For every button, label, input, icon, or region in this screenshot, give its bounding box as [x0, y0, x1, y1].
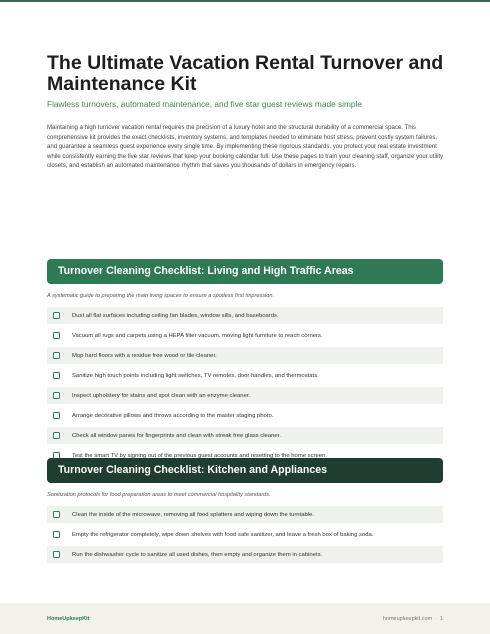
footer-brand: HomeUpkeepKit — [47, 616, 90, 622]
checklist-item-text: Dust all flat surfaces including ceiling fan blades, window sills, and baseboards. — [72, 312, 279, 319]
intro-paragraph: Maintaining a high turnover vacation rental requires the precision of a luxury hotel and the structural durability of a commercial space. This comprehensive kit provides the exact checklists, inventory systems, and templates needed to eliminate host stress, prevent costly system failures, and guarantee a seamless guest experience every single time. By implementing these rigorous standards, you protect your real estate investment while consistently earning the five star reviews that keep your booking calendar full. Use these pages to train your cleaning staff, organize your utility closets, and establish an automated maintenance rhythm that saves you thousands of dollars in emergency repairs. — [47, 125, 444, 169]
document-title: The Ultimate Vacation Rental Turnover and Maintenance Kit — [47, 52, 444, 95]
checklist-item-text: Check all window panes for fingerprints and clean with streak free glass cleaner. — [72, 432, 281, 439]
checklist-item — [47, 307, 443, 324]
page-number: 1 — [439, 616, 443, 622]
checklist-living-areas — [47, 307, 443, 467]
checkbox[interactable] — [53, 551, 60, 558]
checklist-item — [47, 387, 443, 404]
checklist-item-text: Sanitize high touch points including light switches, TV remotes, door handles, and thermostats. — [72, 372, 319, 379]
checklist-kitchen — [47, 506, 443, 566]
section-heading-living-areas: Turnover Cleaning Checklist: Living and High Traffic Areas — [47, 259, 443, 284]
checkbox[interactable] — [53, 392, 60, 399]
footer-page-info — [383, 616, 443, 622]
top-accent-rule — [0, 0, 490, 2]
checkbox[interactable] — [53, 511, 60, 518]
section-heading-kitchen: Turnover Cleaning Checklist: Kitchen and Appliances — [47, 458, 443, 483]
checkbox[interactable] — [53, 432, 60, 439]
checklist-item-text: Vacuum all rugs and carpets using a HEPA filter vacuum, moving light furniture to reach corners. — [72, 332, 323, 339]
section-description-living-areas: A systematic guide to preparing the main living spaces to ensure a spotless first impression. — [47, 293, 275, 299]
checklist-item — [47, 427, 443, 444]
checkbox[interactable] — [53, 531, 60, 538]
checklist-item — [47, 327, 443, 344]
checklist-item-text: Empty the refrigerator completely, wipe down shelves with food safe sanitizer, and leave a fresh box of baking soda. — [72, 531, 374, 538]
checklist-item — [47, 506, 443, 523]
checklist-item-text: Clean the inside of the microwave, removing all food splatters and wiping down the turntable. — [72, 511, 314, 518]
page-footer — [0, 603, 490, 634]
checklist-item — [47, 526, 443, 543]
checklist-item-text: Mop hard floors with a residue free wood or tile cleaner. — [72, 352, 217, 359]
checklist-item-text: Arrange decorative pillows and throws according to the master staging photo. — [72, 412, 274, 419]
checkbox[interactable] — [53, 412, 60, 419]
document-subtitle: Flawless turnovers, automated maintenance, and five star guest reviews made simple — [47, 99, 362, 109]
checkbox[interactable] — [53, 312, 60, 319]
checkbox[interactable] — [53, 352, 60, 359]
checklist-item-text: Test the smart TV by signing out of the previous guest accounts and resetting to the home screen. — [72, 452, 327, 459]
checkbox[interactable] — [53, 372, 60, 379]
checklist-item — [47, 367, 443, 384]
checklist-item — [47, 546, 443, 563]
footer-site-link[interactable]: homeupkeepkit.com — [382, 616, 433, 622]
checklist-item-text: Inspect upholstery for stains and spot clean with an enzyme cleaner. — [72, 392, 251, 399]
checklist-item — [47, 407, 443, 424]
checkbox[interactable] — [53, 332, 60, 339]
section-description-kitchen: Sanitization protocols for food preparation areas to meet commercial hospitality standards. — [47, 492, 271, 498]
checklist-item — [47, 347, 443, 364]
checklist-item-text: Run the dishwasher cycle to sanitize all used dishes, then empty and organize them in cabinets. — [72, 551, 323, 558]
footer-separator: · — [435, 616, 437, 622]
